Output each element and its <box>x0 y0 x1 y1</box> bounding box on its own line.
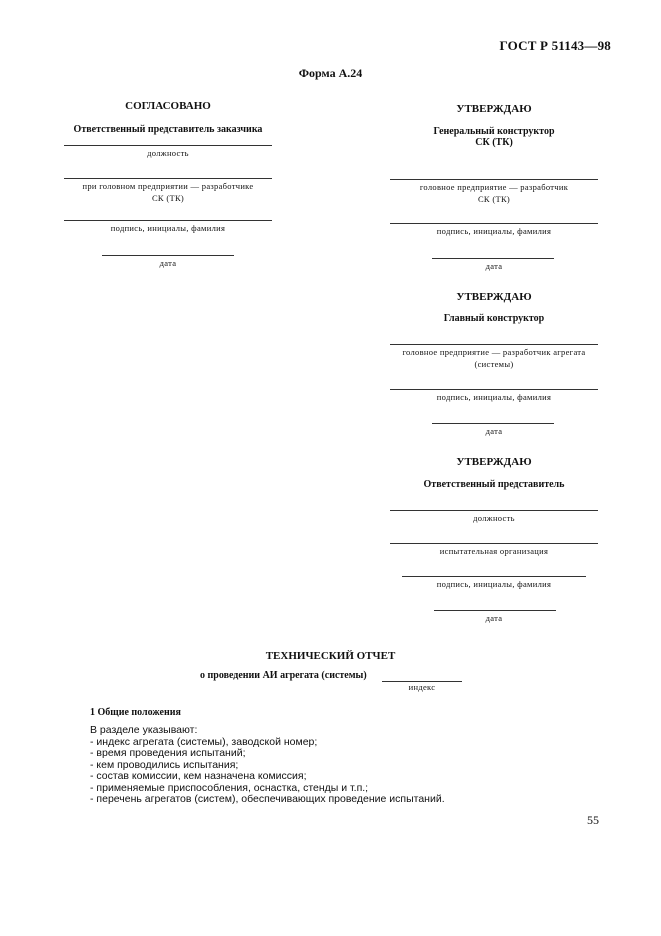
section-heading: 1 Общие положения <box>90 707 181 718</box>
signature-line <box>390 223 598 224</box>
caption-date: дата <box>159 258 177 268</box>
requirements-list <box>90 737 445 806</box>
report-subtitle: о проведении АИ агрегата (системы) <box>200 670 367 681</box>
responsible-representative-role: Ответственный представитель <box>423 479 565 490</box>
caption-date: дата <box>485 261 503 271</box>
signature-line <box>64 220 272 221</box>
list-item: - перечень агрегатов (систем), обеспечивающих проведение испытаний. <box>90 794 445 806</box>
signature-line <box>64 178 272 179</box>
approval-heading-approve-1: УТВЕРЖДАЮ <box>456 103 532 115</box>
caption-lead-enterprise: при головном предприятии — разработчике СК (ТК) <box>82 181 254 203</box>
caption-lead-enterprise: головное предприятие — разработчик агрегата (системы) <box>402 347 586 369</box>
signature-line <box>390 389 598 390</box>
list-item: - индекс агрегата (системы), заводской номер; <box>90 737 445 749</box>
caption-position: должность <box>473 513 515 523</box>
chief-designer-role: Главный конструктор <box>443 313 545 324</box>
date-line <box>432 258 554 259</box>
list-item: - кем проводились испытания; <box>90 760 445 772</box>
caption-lead-enterprise: головное предприятие — разработчик СК (ТК) <box>419 182 569 204</box>
approval-heading-approve-3: УТВЕРЖДАЮ <box>456 456 532 468</box>
caption-position: должность <box>147 148 189 158</box>
section-intro: В разделе указывают: <box>90 724 198 736</box>
caption-index: индекс <box>408 682 436 692</box>
list-item: - состав комиссии, кем назначена комиссия; <box>90 771 445 783</box>
date-line <box>432 423 554 424</box>
caption-signature: подпись, инициалы, фамилия <box>110 223 226 233</box>
list-item: - время проведения испытаний; <box>90 748 445 760</box>
signature-line <box>64 145 272 146</box>
customer-representative-role: Ответственный представитель заказчика <box>73 124 263 135</box>
signature-line <box>390 510 598 511</box>
signature-line <box>402 576 586 577</box>
date-line <box>102 255 234 256</box>
caption-signature: подпись, инициалы, фамилия <box>436 392 552 402</box>
report-title: ТЕХНИЧЕСКИЙ ОТЧЕТ <box>265 650 396 662</box>
list-item: - применяемые приспособления, оснастка, стенды и т.п.; <box>90 783 445 795</box>
document-code: ГОСТ Р 51143—98 <box>499 38 611 53</box>
approval-heading-agreed: СОГЛАСОВАНО <box>125 100 211 112</box>
date-line <box>434 610 556 611</box>
section-body <box>90 725 445 806</box>
caption-date: дата <box>485 613 503 623</box>
caption-signature: подпись, инициалы, фамилия <box>436 226 552 236</box>
signature-line <box>390 344 598 345</box>
general-designer-role: Генеральный конструктор СК (ТК) <box>433 126 555 148</box>
caption-date: дата <box>485 426 503 436</box>
caption-test-organization: испытательная организация <box>439 546 549 556</box>
approval-heading-approve-2: УТВЕРЖДАЮ <box>456 291 532 303</box>
signature-line <box>390 543 598 544</box>
form-label: Форма А.24 <box>298 66 363 80</box>
signature-line <box>390 179 598 180</box>
page-number: 55 <box>587 813 599 827</box>
caption-signature: подпись, инициалы, фамилия <box>436 579 552 589</box>
